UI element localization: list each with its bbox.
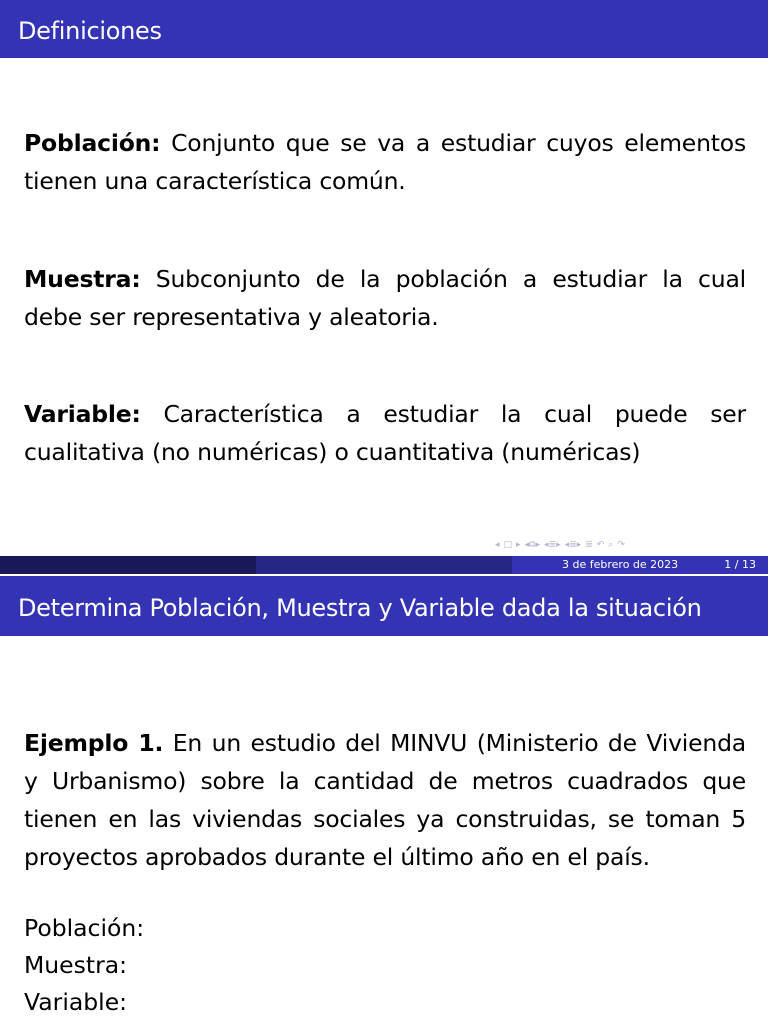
definition-muestra bbox=[24, 260, 746, 336]
frame-icon[interactable]: □ bbox=[503, 540, 513, 550]
example-text: En un estudio del MINVU (Ministerio de Vivienda y Urbanismo) sobre la cantidad de metros cuadrados que tienen en las viviendas sociales ya construidas, se toman 5 proyectos aprobados durante el último año en el país. bbox=[24, 729, 746, 871]
section-icon[interactable]: ◂≣▸ bbox=[544, 540, 561, 550]
frame-title: Determina Población, Muestra y Variable dada la situación bbox=[0, 576, 768, 636]
definition-text: Característica a estudiar la cual puede ser cualitativa (no numéricas) o cuantitativa (numéricas) bbox=[24, 400, 746, 466]
footline-author-box bbox=[0, 556, 256, 574]
undo-icon[interactable]: ↶ bbox=[596, 540, 605, 550]
footer-date: 3 de febrero de 2023 bbox=[562, 558, 679, 571]
example-label: Ejemplo 1. bbox=[24, 729, 164, 757]
definition-term: Variable: bbox=[24, 400, 141, 428]
definition-term: Población: bbox=[24, 129, 161, 157]
nav-left-arrow-icon[interactable]: ◂ bbox=[495, 540, 500, 550]
definition-poblacion bbox=[24, 124, 746, 200]
slide-2 bbox=[0, 576, 768, 1024]
footline-date-box bbox=[512, 556, 768, 574]
definition-text: Subconjunto de la población a estudiar la cual debe ser representativa y aleatoria. bbox=[24, 265, 746, 331]
definition-text: Conjunto que se va a estudiar cuyos elementos tienen una característica común. bbox=[24, 129, 746, 195]
example-paragraph bbox=[24, 724, 746, 876]
answer-variable: Variable: bbox=[24, 988, 128, 1016]
align-icon[interactable]: ≣ bbox=[585, 540, 593, 550]
nav-right-arrow-icon[interactable]: ▸ bbox=[516, 540, 521, 550]
frame-title: Definiciones bbox=[0, 0, 768, 58]
footline bbox=[0, 556, 768, 574]
definition-term: Muestra: bbox=[24, 265, 141, 293]
redo-icon[interactable]: ↷ bbox=[617, 540, 625, 550]
navigation-bar bbox=[495, 537, 625, 553]
answer-muestra: Muestra: bbox=[24, 951, 128, 979]
page-number: 1 / 13 bbox=[724, 558, 756, 571]
definition-variable bbox=[24, 395, 746, 471]
answer-poblacion: Población: bbox=[24, 914, 145, 942]
search-icon[interactable]: ⌕ bbox=[608, 540, 614, 550]
slide-icon[interactable]: ◂≣▸ bbox=[564, 540, 582, 550]
answer-list bbox=[24, 910, 144, 1021]
subsection-icon[interactable]: ◂⧉▸ bbox=[524, 540, 541, 550]
footline-title-box bbox=[256, 556, 512, 574]
